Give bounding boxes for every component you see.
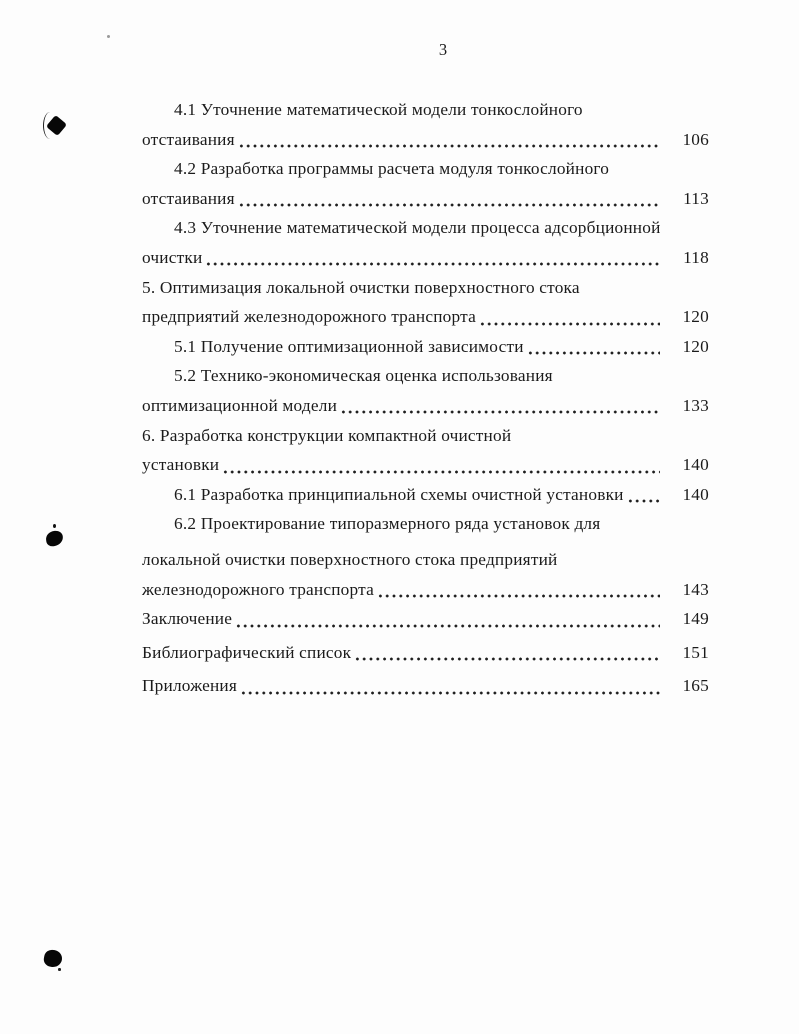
toc-line [142,184,709,214]
toc-line [142,213,709,243]
scan-speck [107,35,110,38]
toc-line [142,95,709,125]
toc-line-text: очистки [142,247,203,267]
toc-line-text: 6. Разработка конструкции компактной очистной [142,425,512,445]
toc-line-text: Заключение [142,609,233,629]
toc-line [142,421,709,451]
dot-leader [527,332,660,362]
dot-leader [205,243,660,273]
toc-line [142,302,709,332]
toc-page-number: 143 [682,579,709,599]
toc-line [142,604,709,634]
toc-line-text: Библиографический список [142,642,352,662]
toc-line [142,480,709,510]
dot-leader [340,391,660,421]
toc-line [142,450,709,480]
toc-line-text: оптимизационной модели [142,395,338,415]
toc-line [142,509,709,539]
toc-page-number: 113 [683,188,709,208]
dot-leader [238,184,660,214]
toc-line [142,125,709,155]
dot-leader [240,671,660,701]
dot-leader [222,450,660,480]
toc-page-number: 149 [682,609,709,629]
toc-page-number: 120 [682,336,709,356]
page-number: 3 [438,40,448,59]
dot-leader [377,575,660,605]
toc-line-text: локальной очистки поверхностного стока предприятий [142,549,558,569]
toc-line-text: 4.1 Уточнение математической модели тонкослойного [174,100,583,119]
dot-leader [479,302,660,332]
toc-line-text: 5. Оптимизация локальной очистки поверхностного стока [142,277,580,297]
ink-blob-speck [53,524,56,528]
ink-blob [43,949,64,969]
ink-blob [45,530,64,547]
toc-line [142,332,709,362]
toc-line [142,671,709,701]
toc-line [142,243,709,273]
toc-line-text: Приложения [142,676,238,696]
toc-line [142,154,709,184]
toc-line-text: отстаивания [142,129,235,149]
dot-leader [238,125,660,155]
toc-page-number: 120 [682,307,709,327]
dot-leader [235,604,660,634]
toc-page-number: 151 [682,642,709,662]
toc-line [142,575,709,605]
toc-line-text: 6.1 Разработка принципиальной схемы очистной установки [174,484,624,504]
toc-page-number: 106 [682,129,709,149]
toc-page-number: 118 [683,247,709,267]
ink-blob-speck [58,968,61,971]
toc-line-text: 4.3 Уточнение математической модели процесса адсорбционной [174,218,661,238]
toc-line [142,361,709,391]
toc-line-text: предприятий железнодорожного транспорта [142,307,476,327]
table-of-contents [142,95,709,701]
toc-line-text: 5.2 Технико-экономическая оценка использования [174,366,553,386]
dot-leader [354,638,660,668]
toc-page-number: 140 [682,455,709,475]
toc-line-text: 6.2 Проектирование типоразмерного ряда установок для [174,514,601,534]
toc-line-text: 5.1 Получение оптимизационной зависимости [174,336,524,356]
toc-page-number: 140 [682,484,709,504]
toc-line-text: 4.2 Разработка программы расчета модуля тонкослойного [174,159,610,179]
toc-line [142,273,709,303]
toc-line-text: установки [142,455,220,475]
dot-leader [627,480,660,510]
toc-line [142,545,709,575]
toc-line-text: отстаивания [142,188,235,208]
toc-line-text: железнодорожного транспорта [142,579,374,599]
toc-line [142,391,709,421]
toc-page-number: 165 [682,676,709,696]
toc-line [142,638,709,668]
toc-page-number: 133 [682,395,709,415]
